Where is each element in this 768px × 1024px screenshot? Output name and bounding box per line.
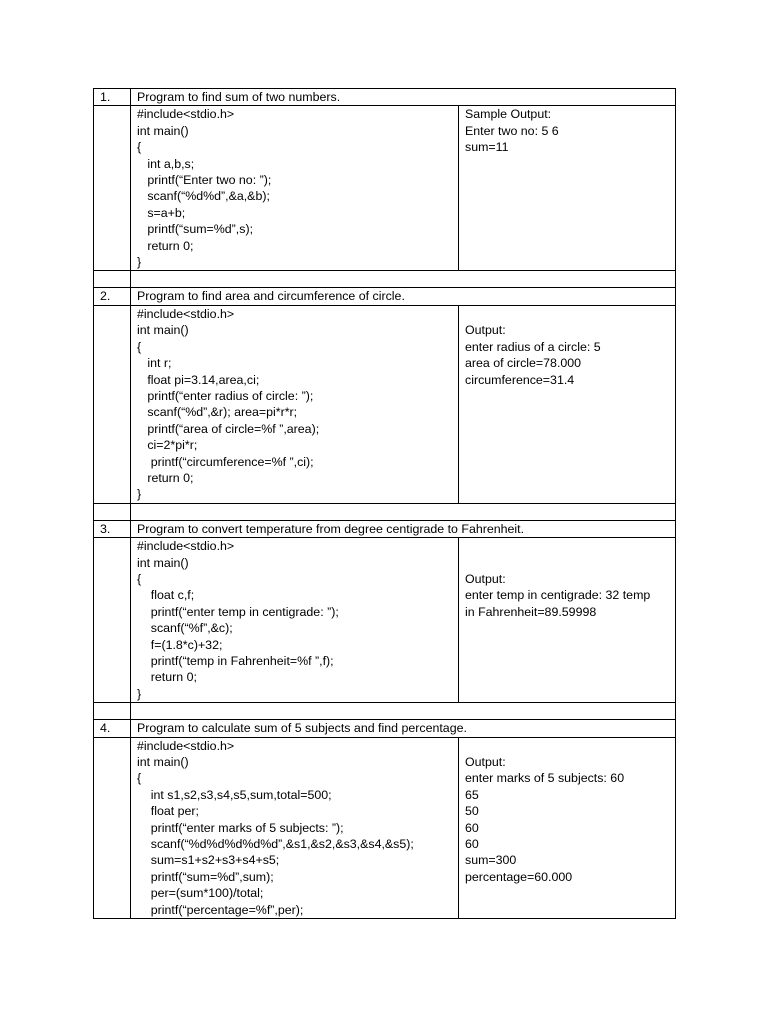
code-line: int s1,s2,s3,s4,s5,sum,total=500; [137,787,332,802]
code-line: int main() [137,323,189,338]
output-line: Output: [465,755,506,770]
spacer-cell [94,503,131,520]
code-line: printf(“temp in Fahrenheit=%f ”,f); [137,654,334,668]
program-output [459,106,676,271]
code-line: float per; [137,804,199,819]
output-line: 50 [465,804,479,819]
output-line: Sample Output: [465,107,552,122]
code-line: printf(“area of circle=%f ”,area); [137,421,320,436]
program-number: 2. [94,288,131,305]
code-line: scanf(“%d%d%d%d%d”,&s1,&s2,&s3,&s4,&s5); [137,837,414,852]
program-code [131,106,459,271]
spacer-row [94,703,676,720]
spacer-row [94,503,676,520]
program-output [459,538,676,703]
code-line: printf(“sum=%d”,sum); [137,869,274,884]
program-title-row [94,89,676,106]
output-line: Output: [465,323,506,338]
code-line: printf(“enter radius of circle: ”); [137,388,314,403]
output-line: Enter two no: 5 6 [465,123,559,138]
code-line: #include<stdio.h> [137,306,235,321]
code-line: printf(“circumference=%f ”,ci); [137,454,314,469]
output-line: in Fahrenheit=89.59998 [465,604,597,619]
output-line [465,555,669,571]
code-line: { [137,140,142,155]
program-title-row [94,288,676,305]
code-line: return 0; [137,238,194,253]
output-line [465,538,669,554]
code-line: int r; [137,356,172,371]
code-line: float c,f; [137,588,195,603]
output-line: sum=300 [465,853,517,868]
output-line: enter temp in centigrade: 32 temp [465,588,651,603]
code-line: #include<stdio.h> [137,107,235,122]
output-line: percentage=60.000 [465,869,573,884]
code-line: printf(“Enter two no: ”); [137,173,272,188]
code-line: } [137,487,142,502]
program-body-row [94,106,676,271]
program-number: 1. [94,89,131,106]
spacer-cell [131,503,676,520]
code-line: float pi=3.14,area,ci; [137,372,260,387]
output-line [465,738,669,754]
code-line: int main() [137,555,189,570]
program-title-row [94,720,676,737]
program-body-row [94,538,676,703]
program-output [459,305,676,503]
code-line: int main() [137,755,189,770]
program-number: 4. [94,720,131,737]
code-line: per=(sum*100)/total; [137,886,264,901]
code-line: s=a+b; [137,205,186,220]
code-line: int main() [137,123,189,138]
code-line: #include<stdio.h> [137,738,235,753]
program-code [131,737,459,918]
code-line: sum=s1+s2+s3+s4+s5; [137,853,280,868]
code-line: f=(1.8*c)+32; [137,637,223,652]
spacer-cell [94,703,131,720]
program-title-row [94,520,676,537]
output-line: circumference=31.4 [465,372,575,387]
output-line: sum=11 [465,140,509,155]
code-line: return 0; [137,470,194,485]
output-line: Output: [465,571,506,586]
code-line: scanf(“%d%d”,&a,&b); [137,189,270,204]
program-output [459,737,676,918]
output-line [465,306,669,322]
number-cell-empty [94,538,131,703]
code-line: { [137,339,142,354]
code-line: int a,b,s; [137,156,195,171]
code-line: scanf(“%f”,&c); [137,621,233,636]
code-line: return 0; [137,670,197,685]
spacer-cell [131,271,676,288]
code-line: scanf(“%d”,&r); area=pi*r*r; [137,405,298,420]
number-cell-empty [94,737,131,918]
output-line: enter marks of 5 subjects: 60 [465,771,625,786]
program-number: 3. [94,520,131,537]
spacer-row [94,271,676,288]
programs-table-body [94,89,676,919]
code-line: { [137,771,142,786]
program-title: Program to find area and circumference of circle. [131,288,676,305]
program-code [131,538,459,703]
number-cell-empty [94,305,131,503]
code-line: } [137,686,142,701]
spacer-cell [94,271,131,288]
output-line: enter radius of a circle: 5 [465,339,601,354]
number-cell-empty [94,106,131,271]
code-line: printf(“sum=%d”,s); [137,222,254,237]
output-line: 60 [465,837,479,852]
code-line: } [137,255,142,270]
program-body-row [94,737,676,918]
programs-table [93,88,676,919]
output-line: 65 [465,787,479,802]
code-line: printf(“enter marks of 5 subjects: ”); [137,820,344,835]
program-title: Program to calculate sum of 5 subjects and find percentage. [131,720,676,737]
program-body-row [94,305,676,503]
program-title: Program to convert temperature from degree centigrade to Fahrenheit. [131,520,676,537]
code-line: #include<stdio.h> [137,539,235,554]
code-line: { [137,571,142,586]
code-line: ci=2*pi*r; [137,438,198,453]
code-line: printf(“enter temp in centigrade: ”); [137,604,339,619]
program-code [131,305,459,503]
code-line: printf(“percentage=%f”,per); [137,902,304,917]
output-line: 60 [465,820,479,835]
spacer-cell [131,703,676,720]
output-line: area of circle=78.000 [465,356,582,371]
program-title: Program to find sum of two numbers. [131,89,676,106]
